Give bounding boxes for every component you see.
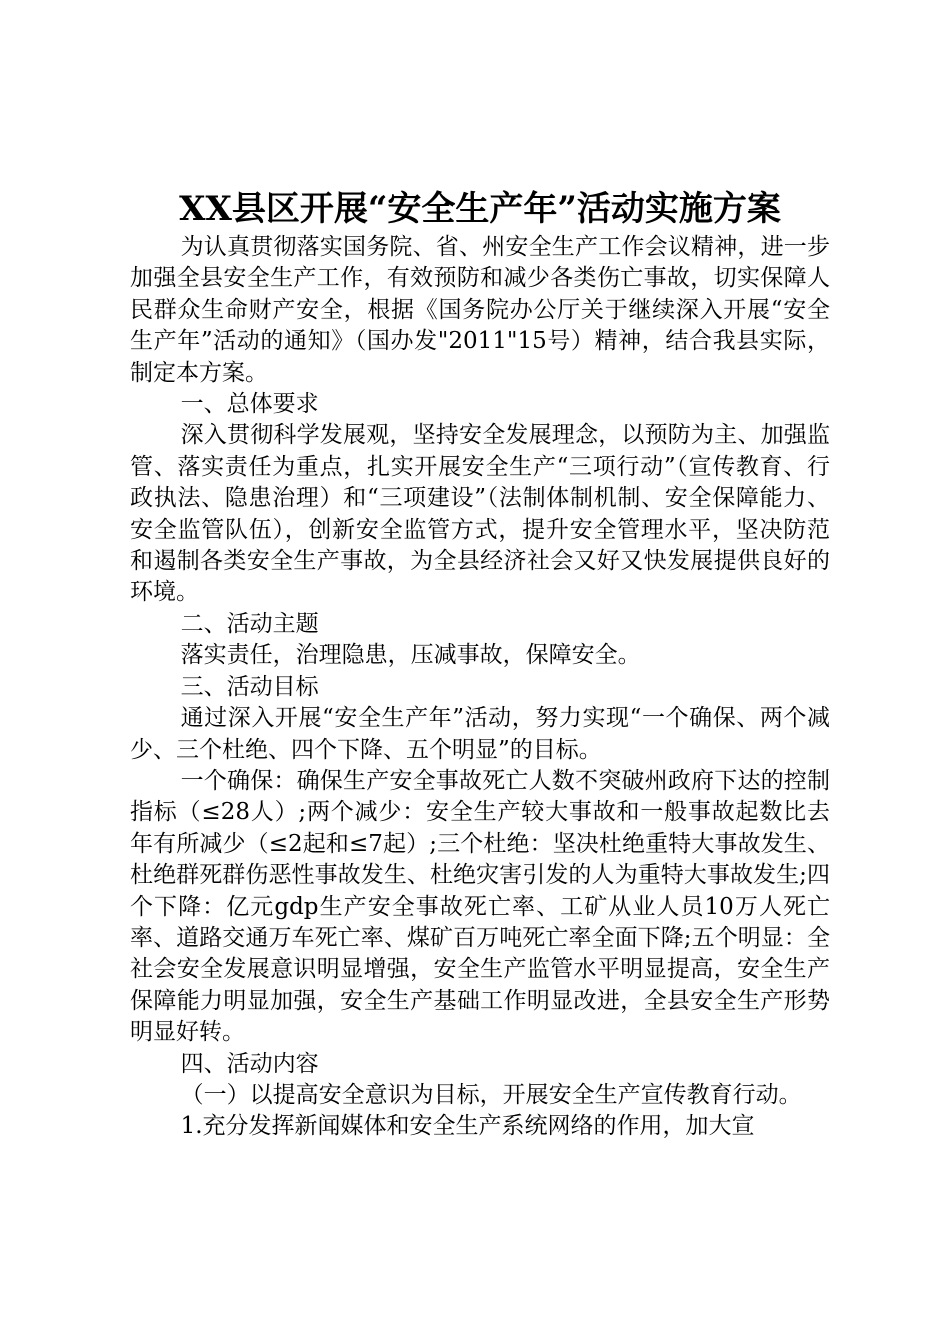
section-heading-goals: 三、活动目标	[180, 673, 319, 700]
section-heading-theme: 二、活动主题	[180, 610, 319, 637]
theme-paragraph: 落实责任，治理隐患，压减事故，保障安全。	[180, 642, 641, 669]
section-heading-general-requirements: 一、总体要求	[180, 391, 319, 418]
goals-paragraph: 通过深入开展“安全生产年”活动，努力实现“一个确保、两个减少、三个杜绝、四个下降、五个明显”的目标。	[130, 705, 830, 763]
content-item-1: 1.充分发挥新闻媒体和安全生产系统网络的作用，加大宣	[180, 1113, 755, 1140]
content-subheading: （一）以提高安全意识为目标，开展安全生产宣传教育行动。	[180, 1081, 802, 1108]
document-page	[130, 186, 830, 1143]
document-title: XX县区开展“安全生产年”活动实施方案	[179, 189, 781, 229]
goals-detail-paragraph: 一个确保：确保生产安全事故死亡人数不突破州政府下达的控制指标（≤28人）;两个减少：安全生产较大事故和一般事故起数比去年有所减少（≤2起和≤7起）;三个杜绝：坚决杜绝重特大事故发生、杜绝群死群伤恶性事故发生、杜绝灾害引发的人为重特大事故发生;四个下降：亿元gdp生产安全事故死亡率、工矿从业人员10万人死亡率、道路交通万车死亡率、煤矿百万吨死亡率全面下降;五个明显：全社会安全发展意识明显增强，安全生产监管水平明显提高，安全生产保障能力明显加强，安全生产基础工作明显改进，全县安全生产形势明显好转。	[130, 767, 830, 1046]
document-body	[130, 232, 830, 1143]
intro-paragraph: 为认真贯彻落实国务院、省、州安全生产工作会议精神，进一步加强全县安全生产工作，有效预防和减少各类伤亡事故，切实保障人民群众生命财产安全，根据《国务院办公厅关于继续深入开展“安全生产年”活动的通知》（国办发"2011"15号）精神，结合我县实际，制定本方案。	[130, 234, 830, 386]
general-requirements-paragraph: 深入贯彻科学发展观，坚持安全发展理念，以预防为主、加强监管、落实责任为重点，扎实开展安全生产“三项行动”（宣传教育、行政执法、隐患治理）和“三项建设”（法制体制机制、安全保障能力、安全监管队伍），创新安全监管方式，提升安全管理水平，坚决防范和遏制各类安全生产事故，为全县经济社会又好又快发展提供良好的环境。	[130, 422, 830, 606]
section-heading-content: 四、活动内容	[180, 1050, 319, 1077]
